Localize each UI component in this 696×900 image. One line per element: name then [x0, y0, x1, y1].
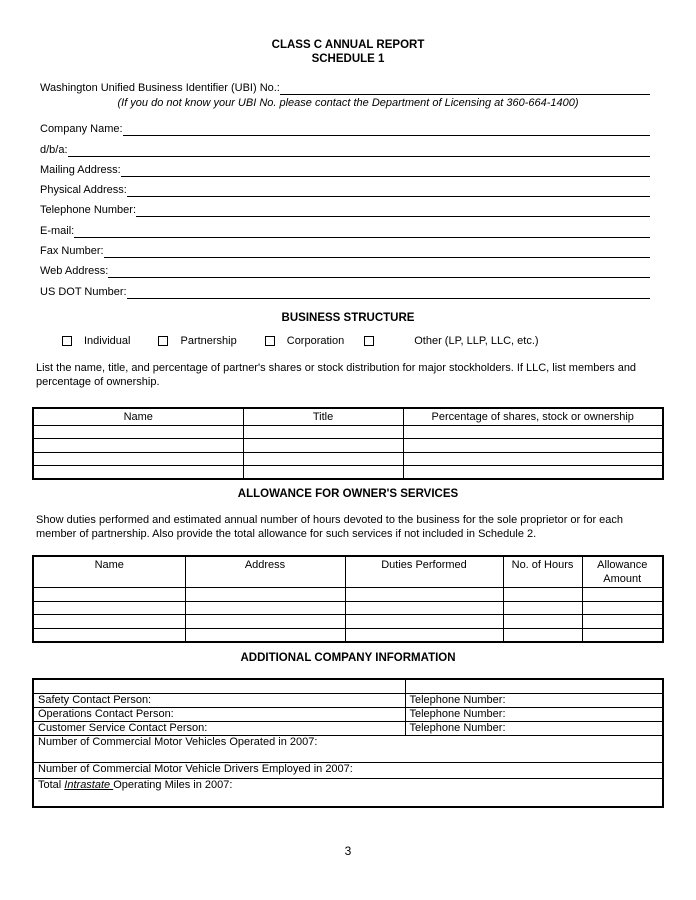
operations-telephone-cell[interactable]: Telephone Number:	[405, 708, 663, 722]
customer-service-telephone-cell[interactable]: Telephone Number:	[405, 722, 663, 736]
option-partnership	[158, 334, 236, 348]
field-mailing-address	[40, 157, 650, 177]
ubi-field	[40, 79, 650, 95]
table-row	[33, 679, 663, 694]
stock-cell[interactable]	[33, 439, 243, 453]
usdot-input-line[interactable]	[127, 285, 650, 299]
svc-cell[interactable]	[33, 588, 185, 602]
svc-cell[interactable]	[582, 628, 663, 642]
svc-cell[interactable]	[345, 615, 503, 629]
table-row	[33, 694, 663, 708]
stock-cell[interactable]	[33, 466, 243, 480]
intrastate-miles-cell[interactable]	[33, 779, 663, 807]
company-name-label: Company Name:	[40, 123, 123, 136]
option-individual	[62, 334, 130, 348]
table-row	[33, 615, 663, 629]
other-label: Other (LP, LLP, LLC, etc.)	[414, 335, 539, 348]
stock-cell[interactable]	[403, 466, 663, 480]
svc-cell[interactable]	[503, 615, 582, 629]
stock-col-title: Title	[243, 408, 403, 426]
svc-cell[interactable]	[185, 601, 345, 615]
partnership-label: Partnership	[180, 335, 237, 348]
telephone-label: Telephone Number:	[40, 204, 137, 217]
fax-label: Fax Number:	[40, 245, 104, 258]
option-corporation	[265, 334, 344, 348]
svc-col-allowance: Allowance Amount	[582, 556, 663, 588]
business-structure-heading: BUSINESS STRUCTURE	[281, 311, 415, 324]
web-address-label: Web Address:	[40, 265, 109, 278]
stock-cell[interactable]	[243, 439, 403, 453]
field-fax	[40, 238, 650, 258]
table-row	[33, 466, 663, 480]
svc-cell[interactable]	[185, 628, 345, 642]
email-input-line[interactable]	[74, 224, 650, 238]
usdot-label: US DOT Number:	[40, 285, 127, 298]
stockholders-header-row	[33, 408, 663, 426]
fax-input-line[interactable]	[104, 244, 650, 258]
operations-contact-cell[interactable]: Operations Contact Person:	[33, 708, 405, 722]
stock-cell[interactable]	[403, 439, 663, 453]
table-row	[33, 722, 663, 736]
svc-col-name: Name	[33, 556, 185, 588]
svc-cell[interactable]	[582, 601, 663, 615]
svc-cell[interactable]	[503, 628, 582, 642]
svc-col-hours: No. of Hours	[503, 556, 582, 588]
telephone-input-line[interactable]	[136, 203, 650, 217]
ubi-note: (If you do not know your UBI No. please contact the Department of Licensing at 360-664-1400)	[117, 97, 579, 109]
stock-cell[interactable]	[403, 425, 663, 439]
customer-service-contact-cell[interactable]: Customer Service Contact Person:	[33, 722, 405, 736]
mailing-address-label: Mailing Address:	[40, 163, 121, 176]
additional-info-table	[32, 678, 664, 808]
corporation-label: Corporation	[286, 335, 345, 348]
safety-contact-cell[interactable]: Safety Contact Person:	[33, 694, 405, 708]
stock-col-name: Name	[33, 408, 243, 426]
svc-cell[interactable]	[185, 615, 345, 629]
field-physical-address	[40, 177, 650, 197]
company-name-input-line[interactable]	[123, 122, 650, 136]
total-prefix: Total	[38, 779, 65, 792]
field-web-address	[40, 258, 650, 278]
owners-services-heading: ALLOWANCE FOR OWNER'S SERVICES	[237, 488, 459, 501]
owners-services-instructions: Show duties performed and estimated annual number of hours devoted to the business for the sole proprietor or for each member of partnership. Also provide the total allowance for such services if not included in Schedule 2.	[36, 514, 624, 541]
stock-cell[interactable]	[243, 425, 403, 439]
stock-cell[interactable]	[403, 452, 663, 466]
additional-info-heading: ADDITIONAL COMPANY INFORMATION	[240, 651, 456, 664]
field-telephone	[40, 197, 650, 217]
additional-empty-cell[interactable]	[405, 679, 663, 694]
owners-services-table	[32, 555, 664, 643]
table-row	[33, 439, 663, 453]
mailing-address-input-line[interactable]	[121, 163, 650, 177]
table-row	[33, 588, 663, 602]
svc-cell[interactable]	[582, 588, 663, 602]
physical-address-input-line[interactable]	[127, 183, 650, 197]
svc-col-address: Address	[185, 556, 345, 588]
dba-input-line[interactable]	[68, 143, 650, 157]
individual-checkbox[interactable]	[62, 336, 72, 346]
stock-cell[interactable]	[243, 466, 403, 480]
option-other	[364, 334, 538, 348]
corporation-checkbox[interactable]	[265, 336, 275, 346]
business-structure-options	[62, 335, 696, 348]
svc-cell[interactable]	[33, 601, 185, 615]
drivers-employed-cell[interactable]: Number of Commercial Motor Vehicle Drivers Employed in 2007:	[33, 763, 663, 779]
svc-cell[interactable]	[33, 615, 185, 629]
table-row	[33, 779, 663, 807]
stock-cell[interactable]	[33, 452, 243, 466]
table-row	[33, 601, 663, 615]
svc-cell[interactable]	[503, 588, 582, 602]
dba-label: d/b/a:	[40, 143, 68, 156]
stock-cell[interactable]	[243, 452, 403, 466]
physical-address-label: Physical Address:	[40, 184, 127, 197]
svc-cell[interactable]	[503, 601, 582, 615]
table-row	[33, 628, 663, 642]
field-email	[40, 217, 650, 237]
svc-col-duties: Duties Performed	[345, 556, 503, 588]
title-line-2: SCHEDULE 1	[311, 53, 385, 65]
individual-label: Individual	[84, 335, 131, 348]
table-row	[33, 452, 663, 466]
web-address-input-line[interactable]	[108, 264, 650, 278]
partnership-checkbox[interactable]	[158, 336, 168, 346]
svc-cell[interactable]	[582, 615, 663, 629]
svc-cell[interactable]	[185, 588, 345, 602]
svc-cell[interactable]	[345, 588, 503, 602]
ubi-input-line[interactable]	[280, 81, 650, 95]
table-row	[33, 763, 663, 779]
intrastate-emphasis: Intrastate	[64, 779, 114, 792]
svc-cell[interactable]	[345, 628, 503, 642]
table-row	[33, 708, 663, 722]
stock-col-percentage: Percentage of shares, stock or ownership	[403, 408, 663, 426]
field-dba	[40, 136, 650, 156]
vehicles-operated-cell[interactable]: Number of Commercial Motor Vehicles Operated in 2007:	[33, 736, 663, 763]
page-number: 3	[344, 843, 352, 858]
svc-cell[interactable]	[33, 628, 185, 642]
company-fields	[40, 116, 650, 299]
table-row	[33, 736, 663, 763]
title-line-1: CLASS C ANNUAL REPORT	[271, 39, 425, 51]
ubi-label: Washington Unified Business Identifier (UBI) No.:	[40, 82, 280, 94]
stockholders-table	[32, 407, 664, 481]
safety-telephone-cell[interactable]: Telephone Number:	[405, 694, 663, 708]
table-row	[33, 425, 663, 439]
stock-cell[interactable]	[33, 425, 243, 439]
other-checkbox[interactable]	[364, 336, 374, 346]
additional-empty-cell[interactable]	[33, 679, 405, 694]
services-header-row	[33, 556, 663, 588]
stockholders-instructions: List the name, title, and percentage of partner's shares or stock distribution for major stockholders. If LLC, list members and percentage of ownership.	[36, 361, 637, 388]
svc-cell[interactable]	[345, 601, 503, 615]
field-usdot	[40, 278, 650, 298]
document-title	[0, 0, 696, 66]
email-label: E-mail:	[40, 224, 75, 237]
total-suffix: Operating Miles in 2007:	[113, 779, 233, 792]
field-company-name	[40, 116, 650, 136]
